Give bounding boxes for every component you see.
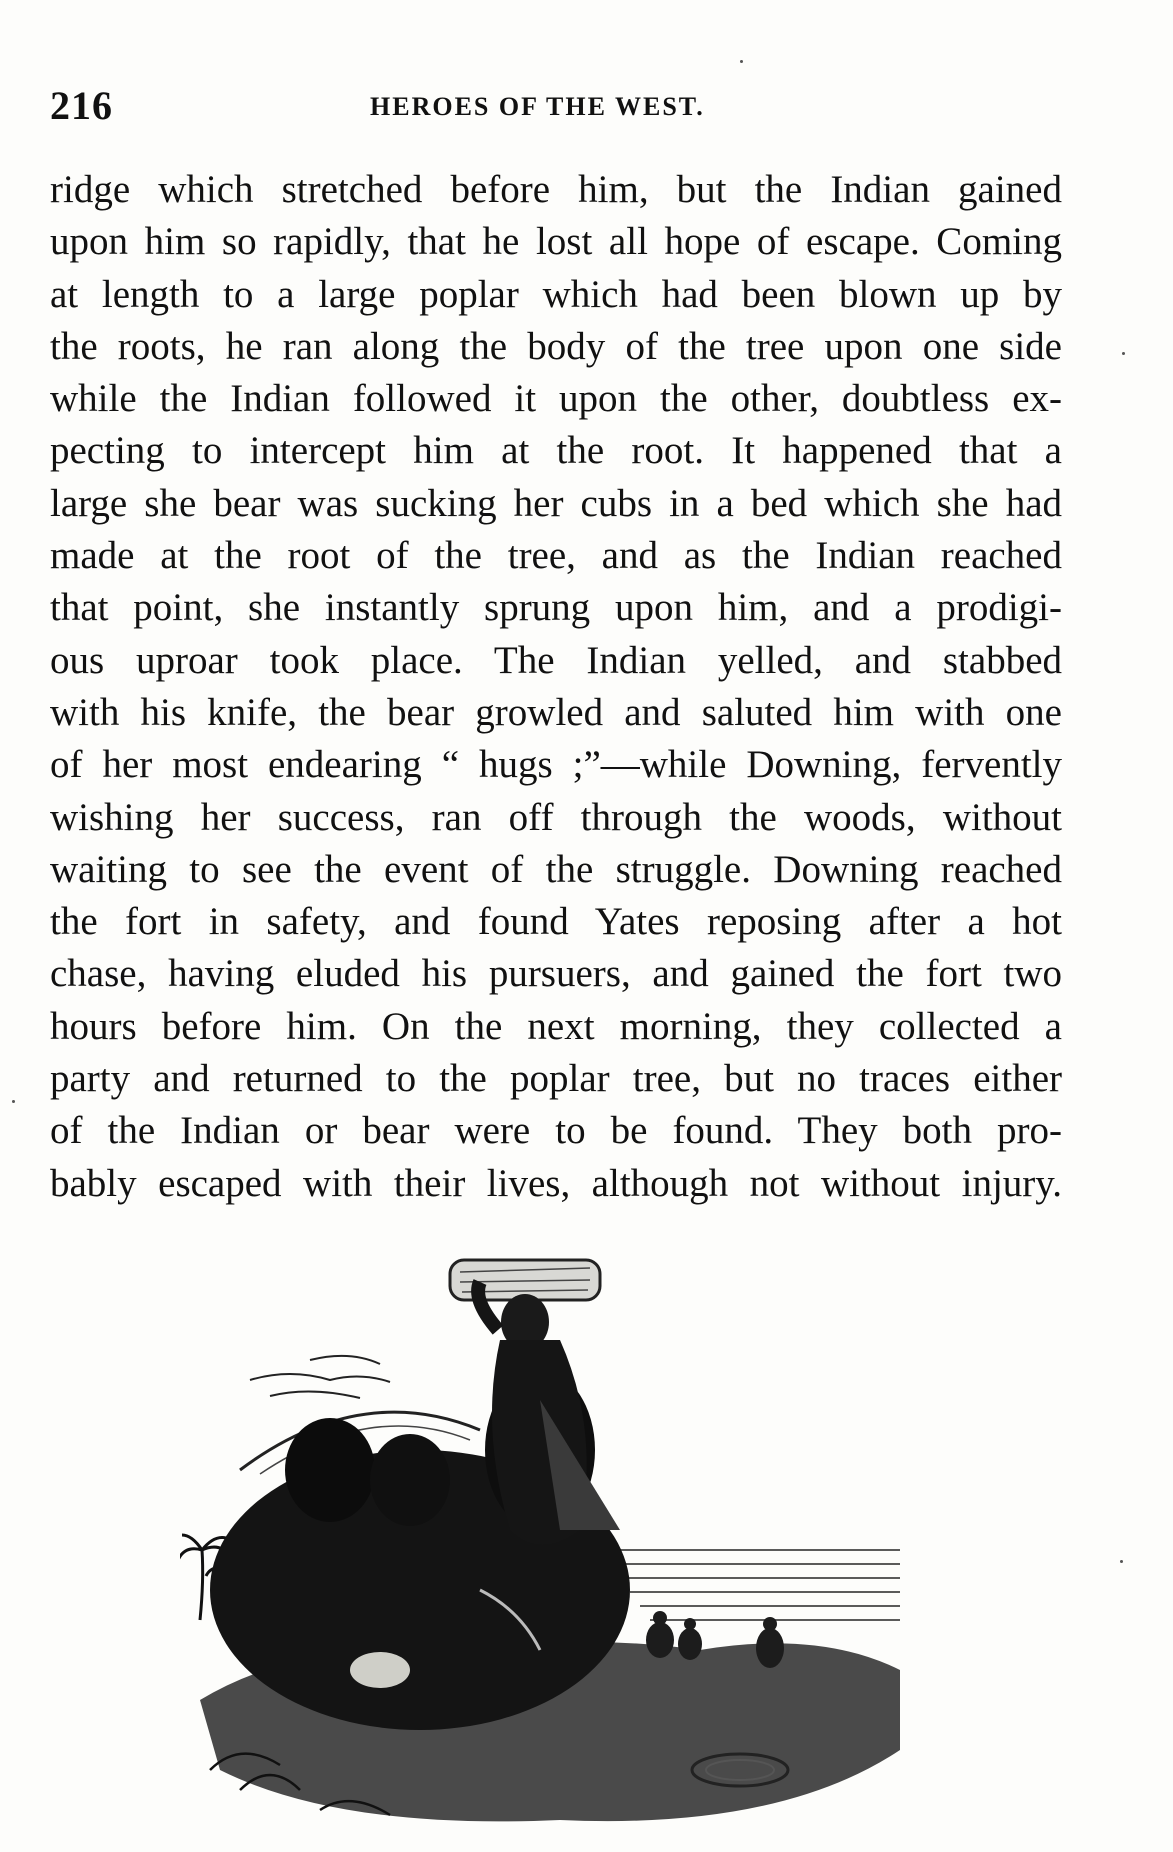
text-line: hours before him. On the next morning, they collected a xyxy=(50,1004,1062,1048)
text-line: bably escaped with their lives, although not without injury. xyxy=(50,1161,1062,1205)
text-line: with his knife, the bear growled and saluted him with one xyxy=(50,690,1062,734)
running-head: HEROES OF THE WEST. xyxy=(370,92,705,121)
text-line: wishing her success, ran off through the woods, without xyxy=(50,795,1062,839)
text-line: large she bear was sucking her cubs in a bed which she had xyxy=(50,481,1062,525)
body-text xyxy=(50,164,1062,1210)
text-line: at length to a large poplar which had been blown up by xyxy=(50,272,1062,316)
text-line: chase, having eluded his pursuers, and gained the fort two xyxy=(50,952,1062,996)
page-number: 216 xyxy=(50,83,113,128)
text-line: the fort in safety, and found Yates reposing after a hot xyxy=(50,900,1062,944)
paper-speck xyxy=(12,1100,15,1103)
text-line: party and returned to the poplar tree, but no traces either xyxy=(50,1057,1062,1101)
text-line: pecting to intercept him at the root. It happened that a xyxy=(50,429,1062,473)
woodcut-illustration-svg xyxy=(180,1230,940,1840)
paper-speck xyxy=(1122,352,1125,355)
woodcut-illustration xyxy=(180,1230,940,1840)
paper-speck xyxy=(1120,1560,1123,1563)
text-line: of the Indian or bear were to be found. They both pro- xyxy=(50,1109,1062,1153)
text-line: while the Indian followed it upon the other, doubtless ex- xyxy=(50,377,1062,421)
text-line: the roots, he ran along the body of the tree upon one side xyxy=(50,324,1062,368)
text-line: that point, she instantly sprung upon him, and a prodigi- xyxy=(50,586,1062,630)
text-line: of her most endearing “ hugs ;”—while Downing, fervently xyxy=(50,743,1062,787)
text-line: ridge which stretched before him, but the Indian gained xyxy=(50,168,1062,211)
text-line: ous uproar took place. The Indian yelled, and stabbed xyxy=(50,638,1062,682)
text-line: upon him so rapidly, that he lost all hope of escape. Coming xyxy=(50,220,1062,264)
text-line: waiting to see the event of the struggle. Downing reached xyxy=(50,847,1062,891)
paper-speck xyxy=(740,60,743,63)
text-line: made at the root of the tree, and as the Indian reached xyxy=(50,534,1062,578)
